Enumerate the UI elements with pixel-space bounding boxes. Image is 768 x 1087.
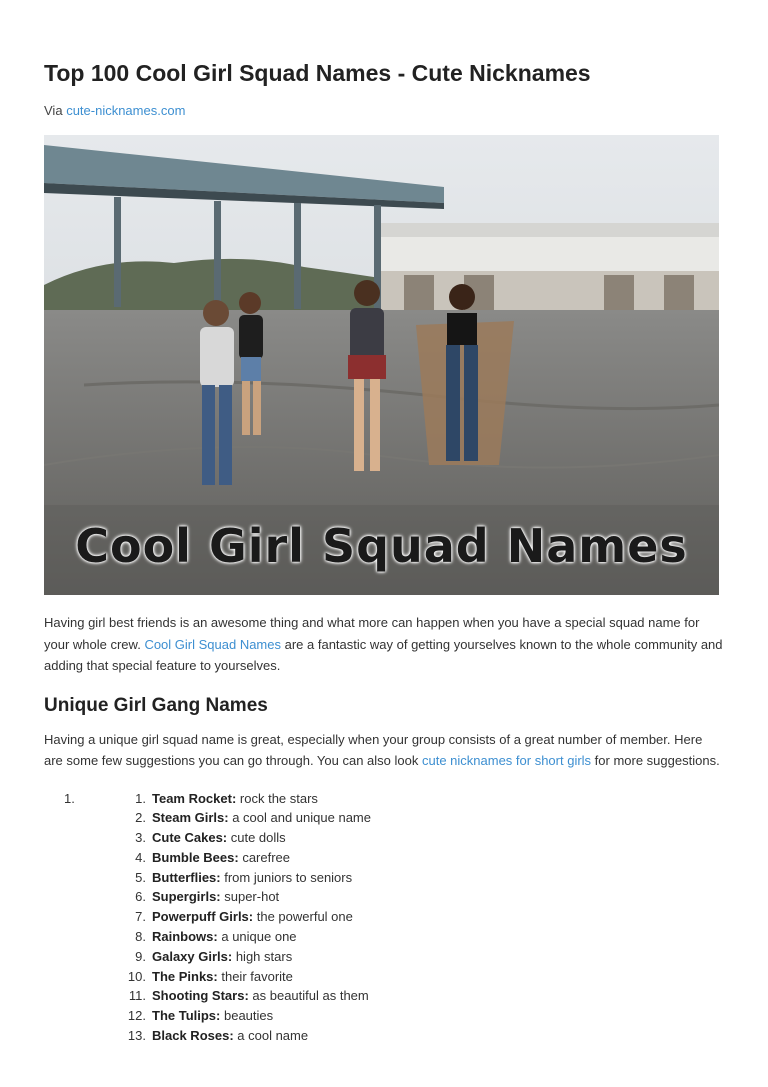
- squad-name-description: the powerful one: [253, 909, 353, 925]
- list-item-number: 10.: [127, 968, 146, 984]
- list-item-number: 1.: [135, 790, 146, 806]
- section-intro-text-end: for more suggestions.: [591, 753, 720, 768]
- list-item: [124, 927, 724, 947]
- list-item: [124, 887, 724, 907]
- hero-image: [44, 135, 719, 595]
- list-item: [124, 947, 724, 967]
- squad-name: Black Roses:: [152, 1028, 234, 1044]
- list-item-number: 11.: [128, 988, 146, 1004]
- outer-list-marker: 1.: [64, 790, 75, 806]
- squad-name: Supergirls:: [152, 889, 221, 905]
- squad-name: The Tulips:: [152, 1008, 221, 1024]
- squad-name: Cute Cakes:: [152, 830, 228, 846]
- names-list: [44, 789, 724, 1046]
- squad-name: Steam Girls:: [152, 810, 229, 826]
- squad-name: Shooting Stars:: [152, 988, 249, 1004]
- list-item-number: 12.: [127, 1008, 146, 1024]
- list-item-number: 5.: [135, 869, 146, 885]
- squad-name: Team Rocket:: [152, 790, 237, 806]
- squad-name: Powerpuff Girls:: [152, 909, 254, 925]
- squad-name-description: as beautiful as them: [248, 988, 369, 1004]
- list-item-number: 9.: [135, 948, 146, 964]
- squad-name-description: carefree: [238, 849, 291, 865]
- section-heading: Unique Girl Gang Names: [44, 694, 268, 716]
- cool-girl-squad-names-link[interactable]: Cool Girl Squad Names: [144, 636, 281, 652]
- list-item-number: 7.: [135, 909, 146, 925]
- squad-name-description: their favorite: [217, 968, 293, 984]
- squad-name-description: super-hot: [220, 889, 280, 905]
- intro-paragraph: [44, 612, 724, 677]
- list-item: [124, 907, 724, 927]
- short-girls-nicknames-link[interactable]: cute nicknames for short girls: [421, 753, 592, 768]
- list-item: [124, 986, 724, 1006]
- squad-name: Bumble Bees:: [152, 849, 239, 865]
- list-item-number: 6.: [135, 889, 146, 905]
- list-item-number: 4.: [135, 849, 146, 865]
- source-link[interactable]: cute-nicknames.com: [66, 103, 186, 118]
- squad-name-description: rock the stars: [236, 790, 318, 806]
- squad-name-description: high stars: [232, 948, 293, 964]
- page-title: Top 100 Cool Girl Squad Names - Cute Nicknames: [44, 60, 591, 86]
- via-label: Via: [44, 103, 63, 118]
- squad-name-description: beauties: [220, 1008, 274, 1024]
- list-item-number: 13.: [127, 1028, 146, 1044]
- list-item: [124, 848, 724, 868]
- list-item-number: 3.: [135, 830, 146, 846]
- squad-name-description: a cool and unique name: [228, 810, 371, 826]
- section-intro-paragraph: [44, 729, 724, 772]
- intro-text-end: are a fantastic way of getting yourselves known to the whole community and adding that special feature to yourselves.: [44, 636, 723, 673]
- list-item: [124, 828, 724, 848]
- squad-name-description: a unique one: [217, 929, 297, 945]
- squad-name: Rainbows:: [152, 929, 218, 945]
- source-line: [44, 102, 724, 120]
- squad-name-description: a cool name: [233, 1028, 309, 1044]
- squad-names-list: [44, 789, 724, 1046]
- list-item: [124, 868, 724, 888]
- list-item: [124, 1006, 724, 1026]
- list-item-number: 2.: [135, 810, 146, 826]
- squad-name-description: cute dolls: [227, 830, 286, 846]
- intro-text-start: Having girl best friends is an awesome thing and what more can happen when you have a special squad name for your whole crew.: [44, 615, 700, 652]
- squad-name-description: from juniors to seniors: [220, 869, 353, 885]
- section-intro-text-start: Having a unique girl squad name is great, especially when your group consists of a great number of member. Here are some few suggestions you can go through. You can also look: [44, 731, 703, 768]
- list-item: [124, 967, 724, 987]
- hero-caption: Cool Girl Squad Names: [75, 519, 688, 573]
- squad-name: Galaxy Girls:: [152, 948, 233, 964]
- squad-name: The Pinks:: [152, 968, 218, 984]
- list-item: [124, 789, 724, 809]
- list-item-number: 8.: [135, 929, 146, 945]
- list-item: [124, 808, 724, 828]
- squad-name: Butterflies:: [152, 869, 221, 885]
- list-item: [124, 1026, 724, 1046]
